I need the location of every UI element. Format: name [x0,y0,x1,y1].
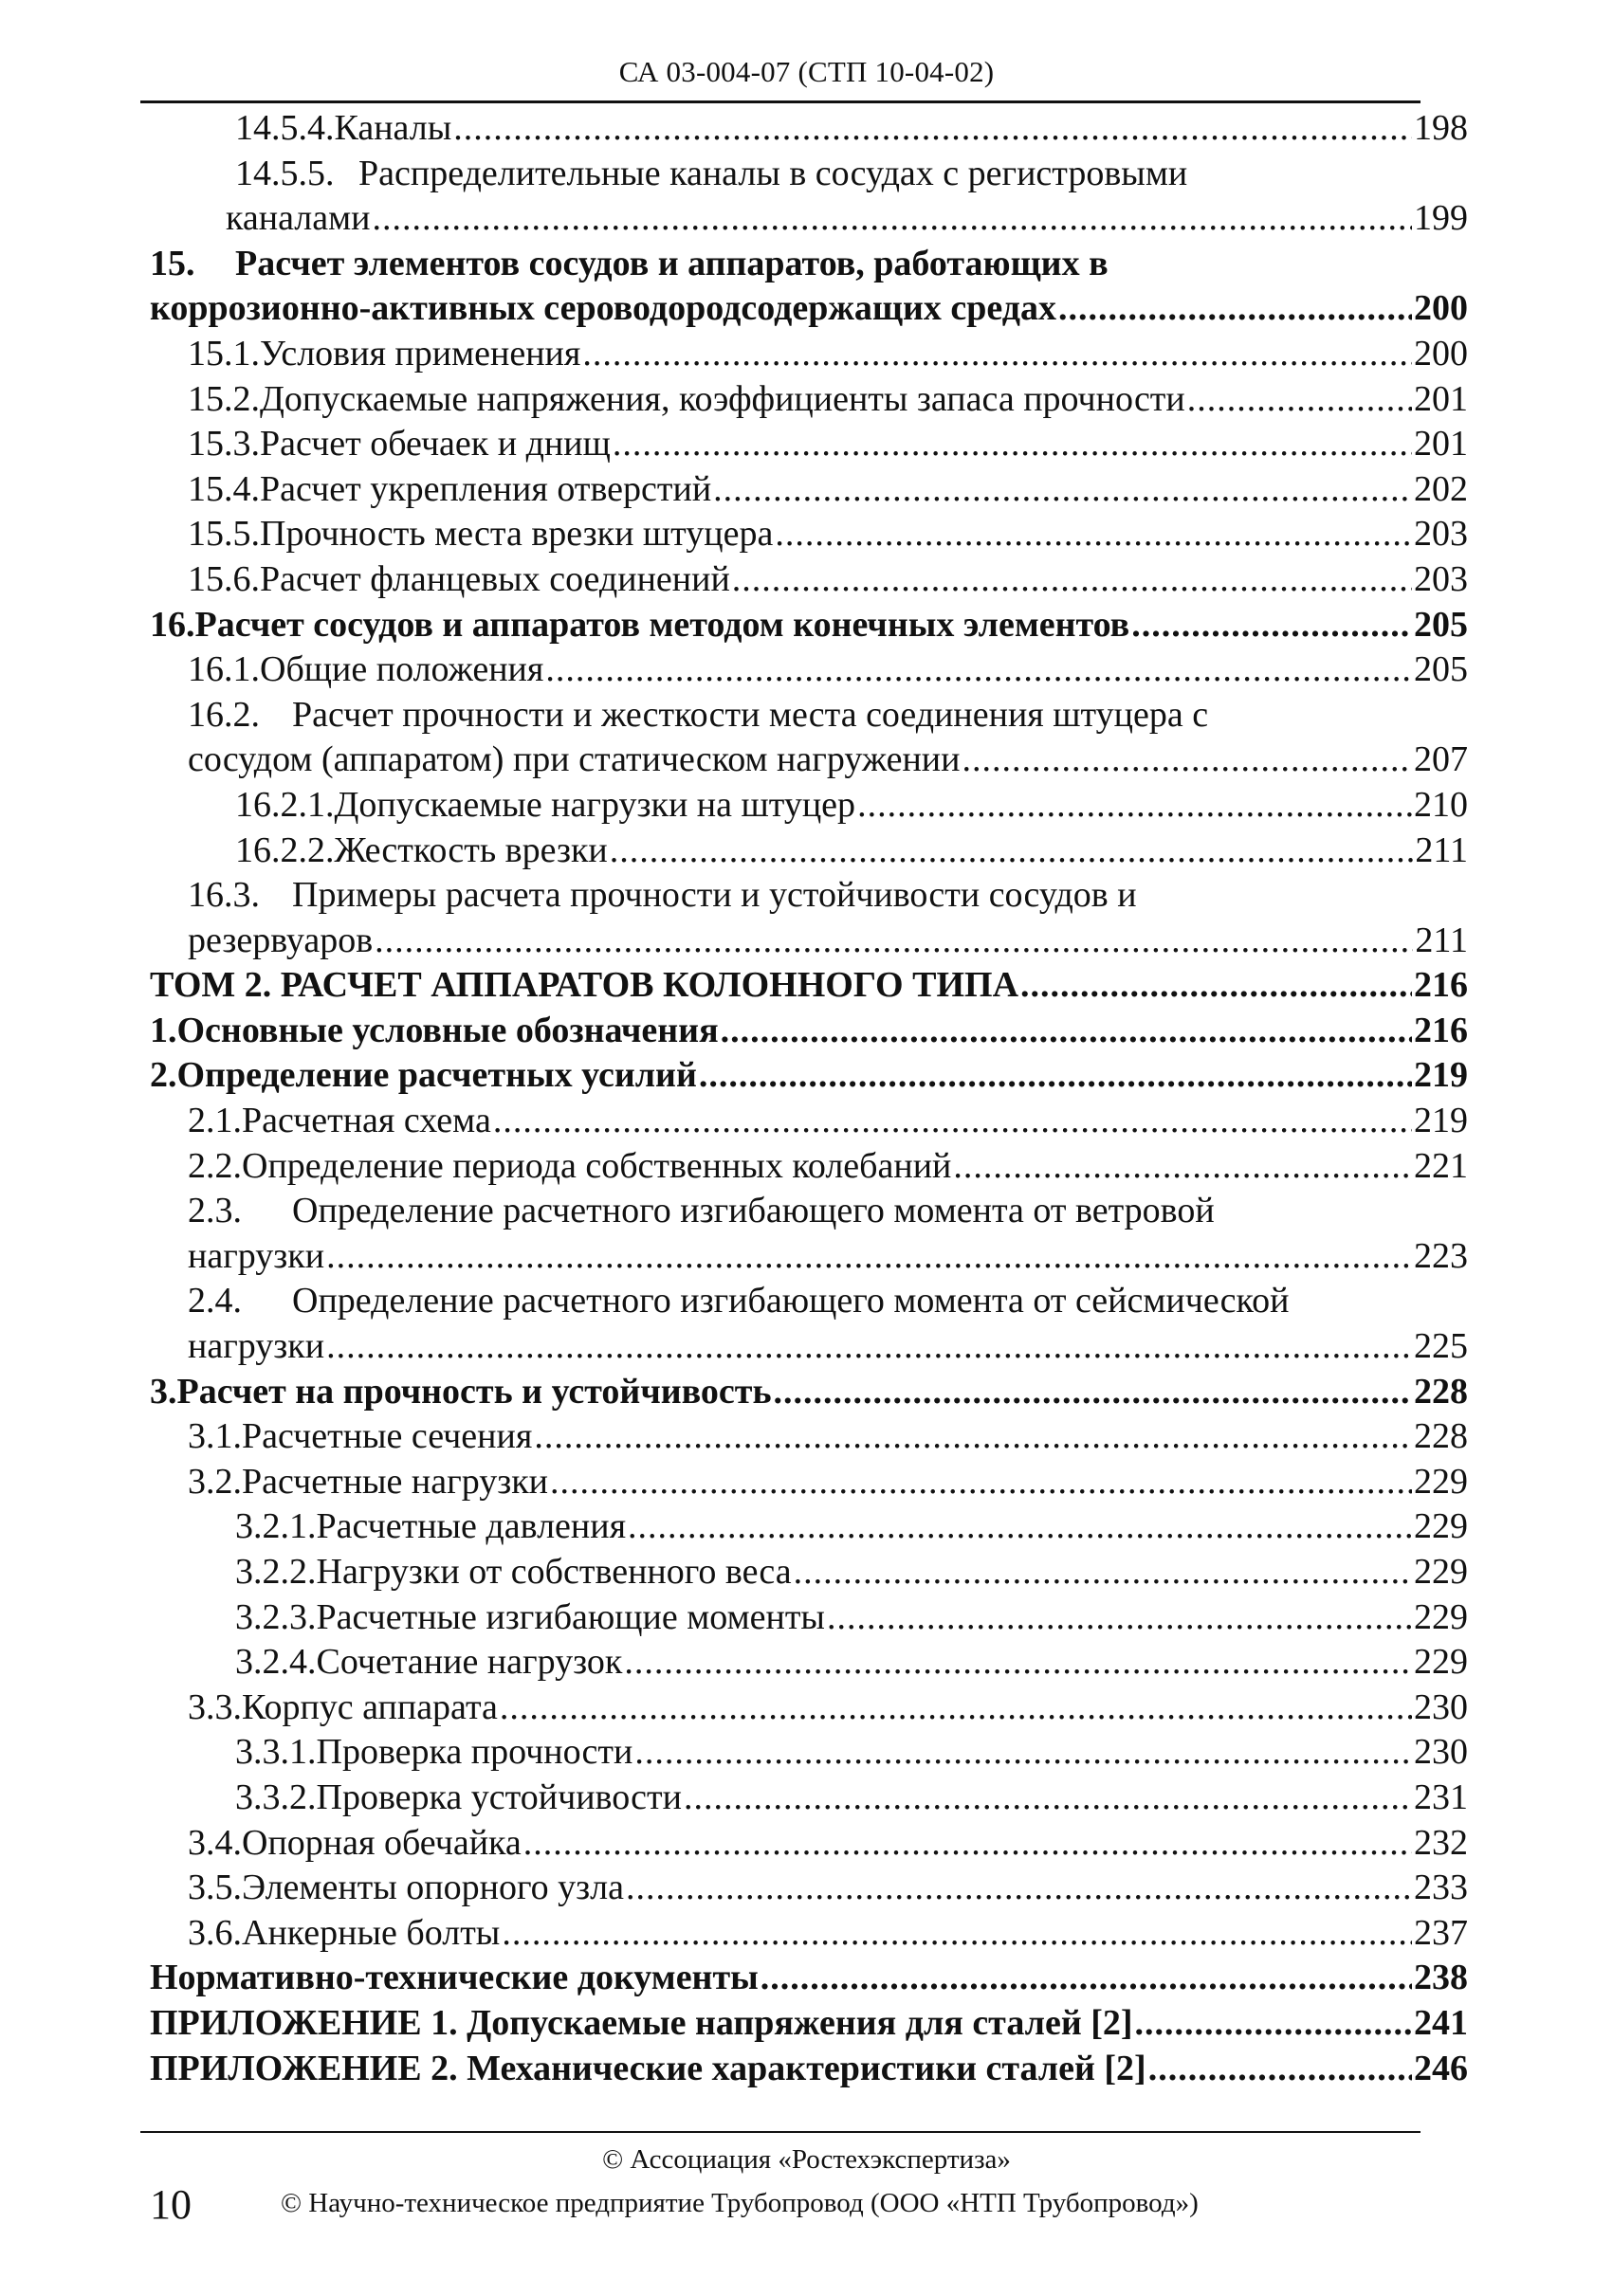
toc-entry-page: 229 [1414,1596,1468,1637]
toc-entry [150,377,1468,423]
toc-entry [150,873,1468,919]
toc-entry-line [235,829,1468,874]
toc-entry-leader [613,422,1412,467]
toc-entry-title: Определение расчетных усилий [176,1055,697,1096]
toc-entry-line [188,1866,1468,1911]
toc-entry [150,1640,1468,1686]
footer-copyright-company: © Научно-техническое предприятие Трубопровод (ООО «НТП Трубопровод») [281,2188,1199,2218]
toc-entry-line [235,1730,1468,1776]
toc-entry [150,1053,1468,1099]
toc-entry-number: 16.2.2. [235,829,335,870]
toc-entry-line [188,919,1468,964]
toc-entry-line [150,1009,1468,1054]
toc-entry-leader [732,557,1412,603]
toc-entry-leader [1135,2001,1412,2047]
toc-entry-line [188,1686,1468,1731]
toc-entry [150,332,1468,377]
toc-entry-title: Определение расчетного изгибающего момента от сейсмической [292,1281,1290,1321]
toc-entry [150,512,1468,557]
toc-entry-page: 237 [1414,1912,1468,1953]
toc-entry-leader [582,332,1412,377]
toc-entry-title: Расчетные нагрузки [242,1461,549,1502]
toc-entry-leader [500,1686,1412,1731]
toc-entry-page: 200 [1414,333,1468,374]
toc-entry [150,1370,1468,1415]
toc-entry-title: Определение расчетного изгибающего момента от ветровой [292,1191,1215,1231]
toc-entry-leader [761,1956,1412,2001]
toc-entry-leader [375,919,1413,964]
toc-entry-title: Допускаемые нагрузки на штуцер [334,784,856,825]
toc-entry-line [188,422,1468,467]
toc-entry-line [188,557,1468,603]
toc-entry-title: Анкерные болты [242,1912,501,1953]
toc-entry-number: 3.3. [188,1686,242,1727]
toc-entry [150,1279,1468,1324]
toc-entry-line [235,1776,1468,1821]
toc-entry-number: 16.3. [188,875,260,916]
toc-entry-title: Основные условные обозначения [176,1010,719,1050]
toc-entry-number: 16.1. [188,649,260,690]
footer-rule [140,2131,1421,2133]
toc-entry-title: Расчет фланцевых соединений [260,558,730,599]
toc-entry-line [188,1414,1468,1460]
toc-entry-page: 228 [1414,1371,1468,1412]
toc-entry-line [150,603,1468,648]
toc-entry-number: 14.5.4. [235,108,335,148]
toc-entry-leader [1131,603,1412,648]
toc-entry-title-cont: каналами [226,198,371,239]
toc-entry-title: Прочность места врезки штуцера [260,514,774,555]
toc-entry [150,1686,1468,1731]
toc-entry-line [188,1324,1468,1370]
toc-entry-page: 216 [1414,965,1468,1006]
toc-entry-number: 2.2. [188,1145,242,1186]
toc-entry-title: Расчетные сечения [242,1416,533,1457]
toc-entry [150,647,1468,693]
toc-entry-leader [1058,286,1412,332]
toc-entry-line [150,2001,1468,2047]
toc-entry-number: 3.1. [188,1416,242,1457]
toc-entry-line [188,377,1468,423]
toc-entry-number: 3.2.3. [235,1596,317,1637]
toc-entry-line [150,1370,1468,1415]
toc-entry-line [150,963,1468,1009]
toc-entry-page: 203 [1414,514,1468,555]
toc-entry-line [188,1189,1215,1234]
toc-entry-number: 15.2. [188,378,260,419]
toc-entry-continuation [150,196,1468,242]
toc-entry-page: 241 [1414,2002,1468,2043]
toc-entry-page: 216 [1414,1010,1468,1050]
toc-entry-line [235,1640,1468,1686]
toc-entry-leader [628,1504,1412,1550]
toc-entry-line [188,1911,1468,1957]
toc-entry-number: 3. [150,1371,177,1412]
toc-entry-leader [684,1776,1412,1821]
toc-entry-number: 14.5.5. [235,153,335,193]
toc-entry [150,152,1468,197]
toc-entry-title: Опорная обечайка [242,1822,522,1863]
toc-entry-page: 199 [1414,198,1468,239]
toc-entry [150,1099,1468,1144]
toc-entry-line [188,873,1137,919]
toc-entry-leader [493,1099,1412,1144]
toc-entry [150,1504,1468,1550]
toc-entry-title: Нагрузки от собственного веса [316,1552,792,1592]
toc-entry-number: 16.2. [188,694,260,735]
running-header: СА 03-004-07 (СТП 10-04-02) [618,55,995,88]
toc-entry-line [188,512,1468,557]
toc-entry-leader [634,1730,1412,1776]
toc-entry-leader [794,1550,1412,1595]
toc-entry-line [188,332,1468,377]
toc-entry-leader [699,1053,1412,1099]
toc-entry-line [188,467,1468,513]
toc-entry [150,1189,1468,1234]
toc-entry-title: Расчет на прочность и устойчивость [176,1371,772,1412]
toc-entry-title: Расчетные давления [316,1506,627,1547]
toc-entry-number: 15.6. [188,558,260,599]
toc-entry-line [235,783,1468,829]
toc-entry-page: 221 [1414,1145,1468,1186]
toc-entry-title: Допускаемые напряжения, коэффициенты запаса прочности [260,378,1185,419]
toc-entry-page: 230 [1414,1686,1468,1727]
toc-entry [150,1866,1468,1911]
toc-entry-title-cont: резервуаров [188,920,374,960]
toc-entry-number: 3.5. [188,1868,242,1908]
toc-entry [150,1730,1468,1776]
toc-entry [150,693,1468,738]
toc-entry-leader [610,829,1414,874]
toc-entry-number: 3.2. [188,1461,242,1502]
toc-entry-leader [502,1911,1412,1957]
toc-entry-line [188,738,1468,783]
toc-entry-title-cont: нагрузки [188,1235,325,1276]
toc-entry-title: ТОМ 2. РАСЧЕТ АППАРАТОВ КОЛОННОГО ТИПА [150,965,1019,1006]
toc-entry-title: ПРИЛОЖЕНИЕ 2. Механические характеристики сталей [2] [150,2048,1146,2088]
toc-entry-number: 3.2.1. [235,1506,317,1547]
toc-entry-number: 15.1. [188,333,260,374]
toc-entry-leader [827,1595,1412,1641]
toc-entry-page: 233 [1414,1868,1468,1908]
toc-entry [150,2047,1468,2092]
toc-entry-page: 200 [1414,288,1468,329]
toc-entry-title: Расчет укрепления отверстий [260,468,712,509]
toc-entry [150,1821,1468,1867]
table-of-contents [150,106,1468,2091]
toc-entry-line [188,1460,1468,1505]
toc-entry-line [235,1504,1468,1550]
toc-entry-number: 15.4. [188,468,260,509]
toc-entry-line [150,1053,1468,1099]
toc-entry-page: 201 [1414,424,1468,465]
toc-entry-leader [523,1821,1412,1867]
toc-entry [150,829,1468,874]
toc-entry-title: Сочетание нагрузок [316,1642,623,1683]
toc-entry-leader [624,1640,1412,1686]
toc-entry-continuation [150,1234,1468,1280]
toc-entry-number: 2.3. [188,1191,242,1231]
toc-entry-title: Каналы [334,108,452,148]
toc-entry-number: 15. [150,243,195,283]
toc-entry-title: Условия применения [260,333,581,374]
toc-entry-number: 15.5. [188,514,260,555]
toc-entry-number: 16. [150,604,195,645]
toc-entry-line [188,693,1208,738]
toc-entry [150,106,1468,152]
toc-entry-line [235,1550,1468,1595]
toc-entry [150,1414,1468,1460]
toc-entry-line [188,1234,1468,1280]
toc-entry-leader [1187,377,1412,423]
toc-entry-page: 211 [1415,829,1468,870]
toc-entry [150,603,1468,648]
toc-entry-page: 230 [1414,1732,1468,1773]
toc-entry [150,1911,1468,1957]
toc-entry-leader [774,1370,1412,1415]
toc-entry-line [235,106,1468,152]
toc-entry-title: Расчетная схема [242,1101,491,1141]
toc-entry-title-cont: коррозионно-активных сероводородсодержащих средах [150,288,1056,329]
toc-entry-leader [373,196,1412,242]
toc-entry-page: 211 [1415,920,1468,960]
toc-entry-line [188,1099,1468,1144]
header-rule [140,100,1421,103]
toc-entry-page: 229 [1414,1642,1468,1683]
toc-entry-page: 207 [1414,739,1468,780]
toc-entry-leader [326,1234,1412,1280]
toc-entry-line [235,152,1187,197]
toc-entry-continuation [150,286,1468,332]
toc-entry [150,2001,1468,2047]
toc-entry-number: 15.3. [188,424,260,465]
toc-entry [150,963,1468,1009]
toc-entry-number: 1. [150,1010,177,1050]
toc-entry-title: Нормативно-технические документы [150,1958,759,1998]
toc-entry-leader [534,1414,1412,1460]
toc-entry-number: 3.2.4. [235,1642,317,1683]
toc-entry-number: 2.1. [188,1101,242,1141]
toc-entry-title: Примеры расчета прочности и устойчивости сосудов и [292,875,1137,916]
toc-entry-leader [1020,963,1412,1009]
toc-entry [150,467,1468,513]
toc-entry [150,783,1468,829]
toc-entry-number: 3.6. [188,1912,242,1953]
toc-entry-leader [1148,2047,1412,2092]
toc-entry-title: Расчет обечаек и днищ [260,424,611,465]
toc-entry-page: 205 [1414,649,1468,690]
toc-entry-line [188,1144,1468,1190]
toc-entry-continuation [150,919,1468,964]
toc-entry [150,422,1468,467]
toc-entry-number: 3.2.2. [235,1552,317,1592]
toc-entry-leader [775,512,1412,557]
toc-entry [150,1550,1468,1595]
toc-entry-page: 219 [1414,1055,1468,1096]
toc-entry-page: 219 [1414,1101,1468,1141]
toc-entry-page: 223 [1414,1235,1468,1276]
toc-entry-number: 2. [150,1055,177,1096]
toc-entry-number: 2.4. [188,1281,242,1321]
toc-entry-line [188,647,1468,693]
toc-entry-leader [953,1144,1412,1190]
toc-entry-title: Жесткость врезки [334,829,608,870]
toc-entry [150,1595,1468,1641]
toc-entry-leader [857,783,1412,829]
toc-entry-page: 229 [1414,1506,1468,1547]
toc-entry-line [188,1279,1289,1324]
toc-entry-line [150,242,1109,287]
toc-entry-page: 238 [1414,1958,1468,1998]
toc-entry-title: Расчет элементов сосудов и аппаратов, работающих в [235,243,1109,283]
toc-entry-continuation [150,1324,1468,1370]
footer-copyright-association: © Ассоциация «Ростехэкспертиза» [602,2144,1011,2175]
toc-entry [150,1009,1468,1054]
toc-entry-line [235,1595,1468,1641]
toc-entry-title: Расчет сосудов и аппаратов методом конечных элементов [194,604,1130,645]
toc-entry-number: 3.3.2. [235,1777,317,1817]
toc-entry-line [150,286,1468,332]
toc-entry-leader [550,1460,1412,1505]
toc-entry-title: Корпус аппарата [242,1686,498,1727]
toc-entry-continuation [150,738,1468,783]
toc-entry [150,1776,1468,1821]
toc-entry-leader [545,647,1412,693]
toc-entry-number: 3.4. [188,1822,242,1863]
toc-entry-title-cont: сосудом (аппаратом) при статическом нагружении [188,739,961,780]
toc-entry-page: 210 [1414,784,1468,825]
toc-entry-title: ПРИЛОЖЕНИЕ 1. Допускаемые напряжения для сталей [2] [150,2002,1133,2043]
toc-entry-line [226,196,1468,242]
page-number: 10 [150,2181,192,2228]
toc-entry-leader [453,106,1412,152]
toc-entry-title: Проверка устойчивости [316,1777,682,1817]
toc-entry-title: Элементы опорного узла [242,1868,624,1908]
toc-entry [150,1956,1468,2001]
toc-entry-leader [326,1324,1412,1370]
toc-entry [150,557,1468,603]
toc-entry-page: 203 [1414,558,1468,599]
toc-entry-line [188,1821,1468,1867]
toc-entry-title: Проверка прочности [316,1732,633,1773]
toc-entry-title: Расчетные изгибающие моменты [316,1596,825,1637]
toc-entry [150,1460,1468,1505]
toc-entry-page: 229 [1414,1461,1468,1502]
toc-entry-line [150,1956,1468,2001]
toc-entry-page: 202 [1414,468,1468,509]
toc-entry-page: 232 [1414,1822,1468,1863]
toc-entry-line [150,2047,1468,2092]
toc-entry-page: 205 [1414,604,1468,645]
toc-entry-leader [721,1009,1412,1054]
toc-entry-title: Общие положения [260,649,544,690]
toc-entry-page: 228 [1414,1416,1468,1457]
toc-entry-number: 3.3.1. [235,1732,317,1773]
toc-entry-page: 231 [1414,1777,1468,1817]
toc-entry-title: Распределительные каналы в сосудах с регистровыми [358,153,1188,193]
toc-entry-page: 229 [1414,1552,1468,1592]
toc-entry-leader [962,738,1412,783]
toc-entry-page: 225 [1414,1326,1468,1367]
toc-entry-leader [713,467,1412,513]
toc-entry-title-cont: нагрузки [188,1326,325,1367]
toc-entry-title: Расчет прочности и жесткости места соединения штуцера с [292,694,1209,735]
toc-entry-leader [626,1866,1412,1911]
toc-entry-number: 16.2.1. [235,784,335,825]
toc-entry-title: Определение периода собственных колебаний [242,1145,952,1186]
toc-entry-page: 198 [1414,108,1468,148]
toc-entry [150,242,1468,287]
toc-entry-page: 246 [1414,2048,1468,2088]
toc-entry-page: 201 [1414,378,1468,419]
toc-entry [150,1144,1468,1190]
